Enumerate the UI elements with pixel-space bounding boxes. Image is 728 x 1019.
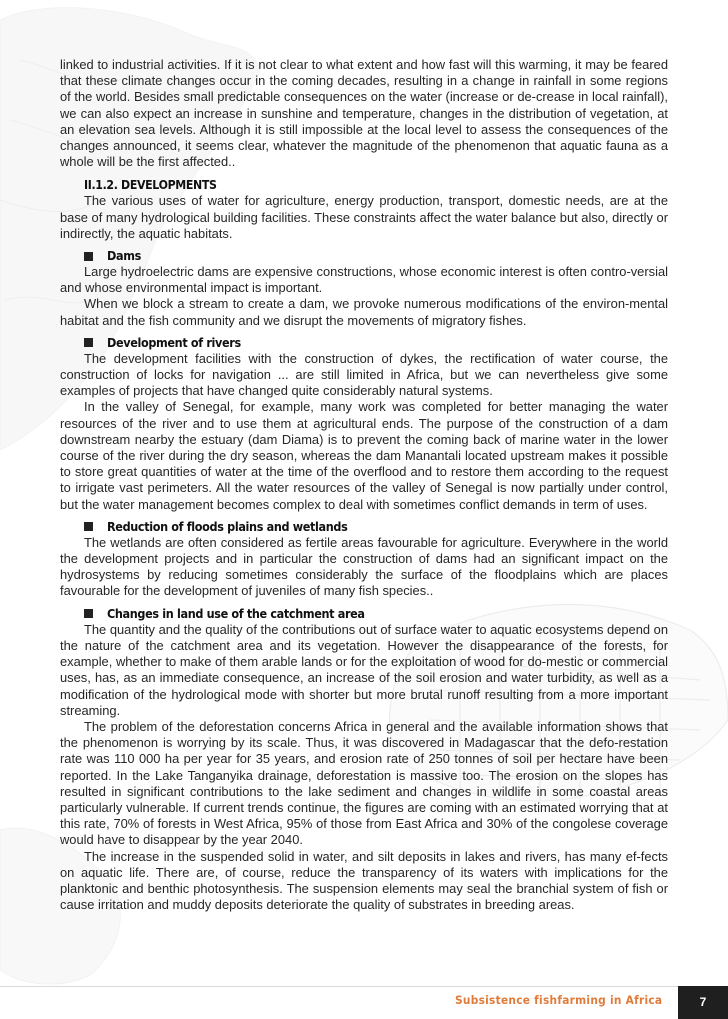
- catchment-paragraph-2: The problem of the deforestation concerns Africa in general and the available information shows that the phenomenon is worrying by its scale. Thus, it was discovered in Madagascar that the defo-restation rate was 110 000 ha per year for 35 years, and erosion rate of 250 tonnes of soil per hectare have been reported. In the Lake Tanganyika drainage, deforestation is massive too. The erosion on the slopes has resulted in significant contributions to the lake sediment and changes in wildlife in some coastal areas particularly vulnerable. If current trends continue, the figures are coming with an estimated worrying that at this rate, 70% of forests in West Africa, 95% of those from East Africa and 30% of the congolese coverage would have to disappear by the year 2040.: [60, 718, 668, 848]
- floods-heading-text: Reduction of floods plains and wetlands: [107, 518, 348, 534]
- intro-paragraph: linked to industrial activities. If it is not clear to what extent and how fast will this warming, it may be feared that these climate changes occur in the coming decades, resulting in a change in rainfall in some regions of the world. Besides small predictable consequences on the water (increase or de-crease in local rainfall), we can also expect an increase in sunshine and temperature, changes in the distribution of vegetation, at an elevation sea levels. Although it is still impossible at the local level to assess the consequences of the changes announced, it seems clear, whatever the magnitude of the phenomenon that aquatic fauna as a whole will be the first affected..: [60, 57, 668, 170]
- square-bullet-icon: [84, 338, 93, 347]
- square-bullet-icon: [84, 609, 93, 618]
- developments-paragraph: The various uses of water for agriculture, energy production, transport, domestic needs, are at the base of many hydrological building facilities. These constraints affect the water balance but also, directly or indirectly, the aquatic habitats.: [60, 193, 668, 241]
- catchment-paragraph-3: The increase in the suspended solid in water, and silt deposits in lakes and rivers, has many ef-fects on aquatic life. There are, of course, reduce the transparency of its waters with implications for the planktonic and benthic photosynthesis. The suspension elements may seal the branchial system of fish or cause irritation and muddy deposits deteriorate the quality of substrates in breeding areas.: [60, 848, 668, 913]
- footer-divider: [0, 986, 728, 987]
- rivers-paragraph-2: In the valley of Senegal, for example, many work was completed for better managing the water resources of the river and to use them at agricultural ends. The purpose of the construction of a dam downstream nearby the estuary (dam Diama) is to prevent the coming back of marine water in the lower course of the river during the dry season, whereas the dam Manantali located upstream makes it possible to store great quantities of water at the time of the overflood and to restore them according to the request to irrigate vast perimeters. All the water resources of the valley of Senegal is now partially under control, but the water management becomes complex to deal with sometimes conflict demands in term of uses.: [60, 399, 668, 512]
- page-number-badge: 7: [678, 986, 728, 1019]
- page-footer: [0, 986, 728, 1019]
- dams-heading: [84, 248, 668, 264]
- square-bullet-icon: [84, 522, 93, 531]
- dams-heading-text: Dams: [107, 248, 141, 264]
- catchment-heading-text: Changes in land use of the catchment area: [107, 605, 365, 621]
- developments-heading: II.1.2. DEVELOPMENTS: [84, 177, 217, 193]
- catchment-heading: [84, 606, 668, 622]
- catchment-paragraph-1: The quantity and the quality of the contributions out of surface water to aquatic ecosystems depend on the nature of the catchment area and its vegetation. However the disappearance of the forests, for example, whether to make of them arable lands or for the exploitation of wood for do-mestic or commercial uses, has, as an immediate consequence, an increase of the soil erosion and water turbidity, as well as a modification of the hydrological mode with shorter but more brutal runoff resulting from a more important streaming.: [60, 621, 668, 718]
- floods-heading: [84, 519, 668, 535]
- floods-paragraph: The wetlands are often considered as fertile areas favourable for agriculture. Everywhere in the world the development projects and in particular the construction of dams had an significant impact on the hydrosystems by reducing sometimes considerably the surface of the floodplains which are places favourable for the development of juveniles of many fish species..: [60, 534, 668, 599]
- rivers-heading-text: Development of rivers: [107, 334, 241, 350]
- article-body: [60, 57, 668, 913]
- rivers-heading: [84, 335, 668, 351]
- square-bullet-icon: [84, 252, 93, 261]
- dams-paragraph-1: Large hydroelectric dams are expensive constructions, whose economic interest is often contro-versial and whose environmental impact is important.: [60, 264, 668, 296]
- dams-paragraph-2: When we block a stream to create a dam, we provoke numerous modifications of the environ-mental habitat and the fish community and we disrupt the movements of migratory fishes.: [60, 296, 668, 328]
- rivers-paragraph-1: The development facilities with the construction of dykes, the rectification of water course, the construction of locks for navigation ... are still limited in Africa, but we can nevertheless give some examples of projects that have changed quite considerably natural systems.: [60, 350, 668, 399]
- footer-publication-title: Subsistence fishfarming in Africa: [454, 993, 662, 1007]
